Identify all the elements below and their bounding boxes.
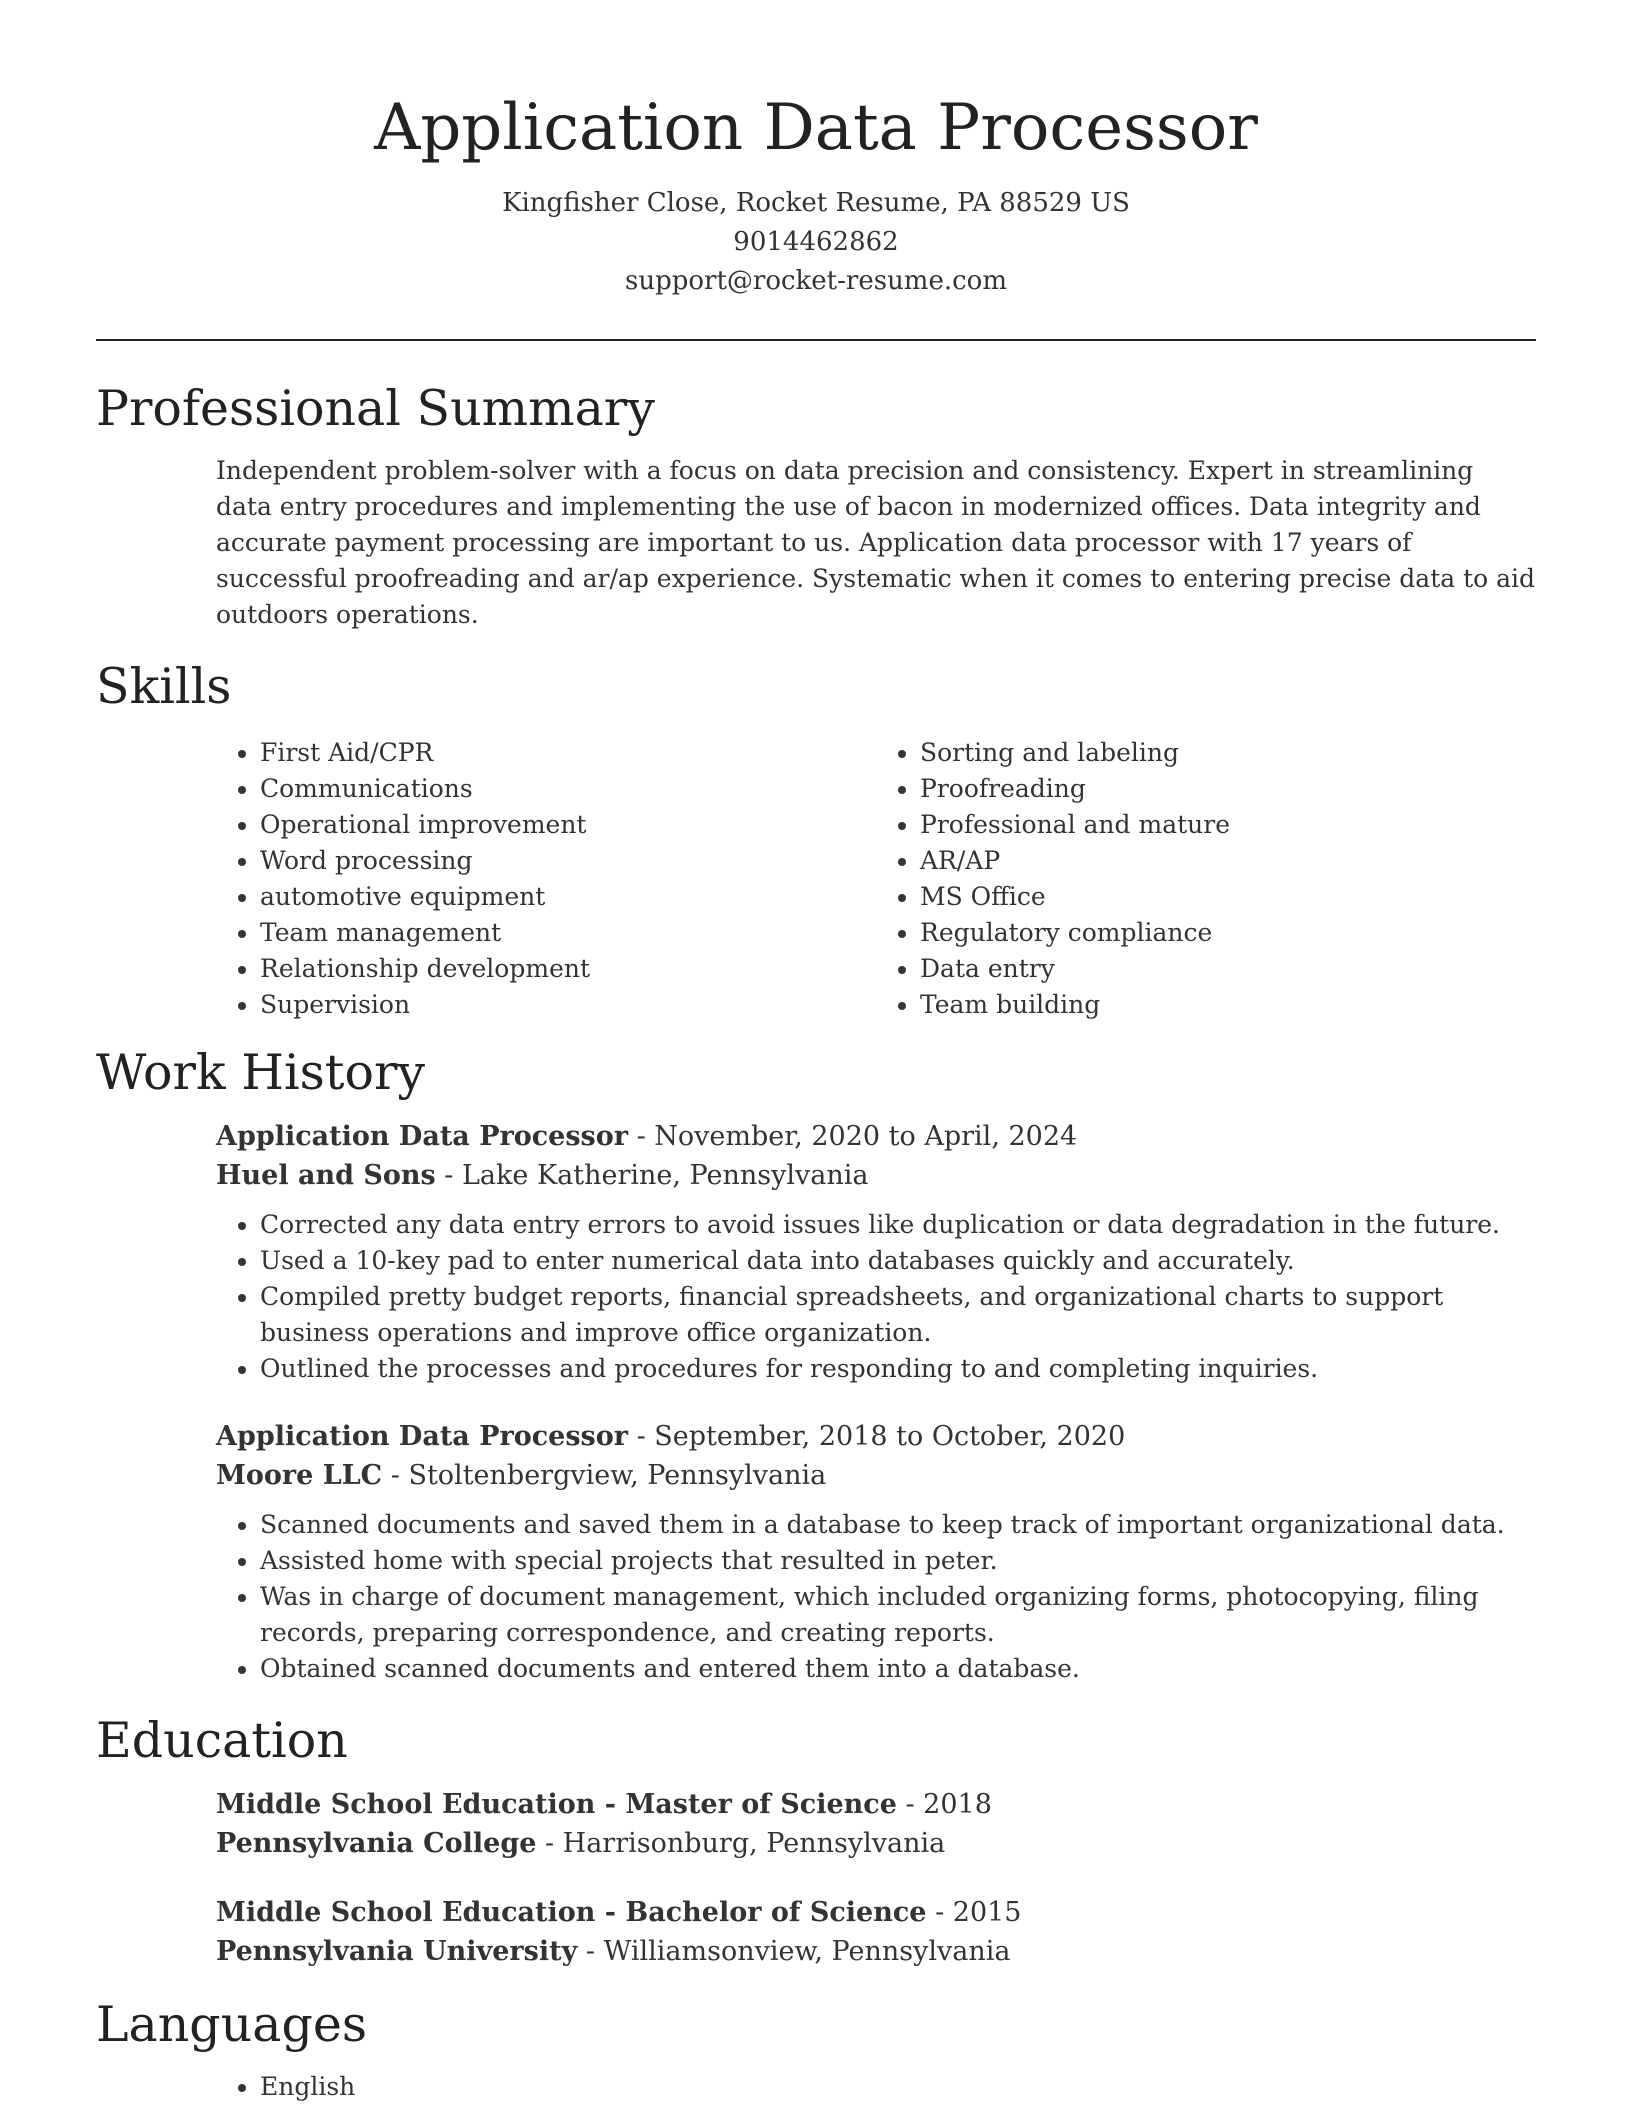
skill-item: • Proofreading — [920, 771, 1536, 807]
job-bullet: • Obtained scanned documents and entered them into a database. — [260, 1651, 1536, 1687]
education-field: Middle School Education — [216, 1897, 596, 1928]
education-entry — [216, 1785, 1536, 1863]
education-school: Pennsylvania University — [216, 1936, 578, 1967]
education-entry — [216, 1893, 1536, 1971]
skills-section — [96, 655, 1536, 1023]
education-year: - 2015 — [926, 1897, 1022, 1928]
skill-item: • Sorting and labeling — [920, 735, 1536, 771]
job-company-line — [216, 1456, 1536, 1495]
job-company: Huel and Sons — [216, 1160, 436, 1191]
header-divider — [96, 339, 1536, 341]
job-company: Moore LLC — [216, 1460, 383, 1491]
job-title-line — [216, 1117, 1536, 1156]
job-bullet: • Was in charge of document management, which included organizing forms, photocopying, filing records, preparing correspondence, and creating reports. — [260, 1579, 1536, 1651]
skill-item: • Supervision — [260, 987, 876, 1023]
skill-item: • Relationship development — [260, 951, 876, 987]
languages-title: Languages — [96, 1996, 367, 2053]
language-item: • English — [260, 2069, 1536, 2105]
skill-item: • Regulatory compliance — [920, 915, 1536, 951]
job-bullet: • Assisted home with special projects that resulted in peter. — [260, 1543, 1536, 1579]
education-list — [96, 1785, 1536, 1971]
summary-section — [96, 377, 1536, 633]
skill-item: • Communications — [260, 771, 876, 807]
job-location: - Lake Katherine, Pennsylvania — [435, 1160, 869, 1191]
education-year: - 2018 — [896, 1789, 992, 1820]
job-list — [96, 1117, 1536, 1687]
contact-info — [96, 184, 1536, 301]
job-dates: - September, 2018 to October, 2020 — [628, 1421, 1126, 1452]
skill-item: • automotive equipment — [260, 879, 876, 915]
skill-item: • First Aid/CPR — [260, 735, 876, 771]
job-title-line — [216, 1417, 1536, 1456]
job-bullet: • Corrected any data entry errors to avoid issues like duplication or data degradation in the future. — [260, 1207, 1536, 1243]
job-bullet: • Outlined the processes and procedures for responding to and completing inquiries. — [260, 1351, 1536, 1387]
education-degree: - Bachelor of Science — [595, 1897, 927, 1928]
education-school: Pennsylvania College — [216, 1828, 537, 1859]
skill-item: • Operational improvement — [260, 807, 876, 843]
education-degree-line — [216, 1785, 1536, 1824]
job-entry — [216, 1417, 1536, 1687]
contact-address: Kingfisher Close, Rocket Resume, PA 88529 US — [502, 188, 1130, 218]
work-history-section — [96, 1041, 1536, 1687]
languages-list — [216, 2069, 1536, 2105]
skill-item: • Word processing — [260, 843, 876, 879]
education-degree-line — [216, 1893, 1536, 1932]
education-degree: - Master of Science — [595, 1789, 897, 1820]
skill-item: • Data entry — [920, 951, 1536, 987]
languages-section — [96, 1993, 1536, 2105]
education-school-line — [216, 1932, 1536, 1971]
job-bullet: • Scanned documents and saved them in a database to keep track of important organizational data. — [260, 1507, 1536, 1543]
job-entry — [216, 1117, 1536, 1387]
resume-header — [96, 0, 1536, 301]
work-history-title: Work History — [96, 1044, 426, 1101]
resume-page — [96, 0, 1536, 2105]
education-school-line — [216, 1824, 1536, 1863]
job-dates: - November, 2020 to April, 2024 — [628, 1121, 1078, 1152]
education-location: - Harrisonburg, Pennsylvania — [536, 1828, 946, 1859]
contact-phone: 9014462862 — [733, 227, 899, 257]
job-company-line — [216, 1156, 1536, 1195]
education-section — [96, 1709, 1536, 1971]
skill-item: • MS Office — [920, 879, 1536, 915]
skill-item: • Team building — [920, 987, 1536, 1023]
summary-text: Independent problem-solver with a focus on data precision and consistency. Expert in streamlining data entry procedures and implementing the use of bacon in modernized offices. Data integrity and accurate payment processing are important to us. Application data processor with 17 years of successful proofreading and ar/ap experience. Systematic when it comes to entering precise data to aid outdoors operations. — [216, 456, 1536, 629]
skills-column-right — [876, 735, 1536, 1023]
job-bullet-list — [216, 1507, 1536, 1687]
job-role: Application Data Processor — [216, 1121, 628, 1152]
education-location: - Williamsonview, Pennsylvania — [577, 1936, 1011, 1967]
skill-item: • Professional and mature — [920, 807, 1536, 843]
contact-email: support@rocket-resume.com — [624, 266, 1007, 296]
skill-item: • Team management — [260, 915, 876, 951]
job-bullet: • Used a 10-key pad to enter numerical data into databases quickly and accurately. — [260, 1243, 1536, 1279]
summary-title: Professional Summary — [96, 380, 655, 437]
job-role: Application Data Processor — [216, 1421, 628, 1452]
education-field: Middle School Education — [216, 1789, 596, 1820]
job-bullet: • Compiled pretty budget reports, financial spreadsheets, and organizational charts to support business operations and improve office organization. — [260, 1279, 1536, 1351]
candidate-name: Application Data Processor — [374, 91, 1258, 165]
job-bullet-list — [216, 1207, 1536, 1387]
job-location: - Stoltenbergview, Pennsylvania — [382, 1460, 827, 1491]
skills-grid — [216, 735, 1536, 1023]
skills-column-left — [216, 735, 876, 1023]
education-title: Education — [96, 1712, 348, 1769]
skills-title: Skills — [96, 658, 232, 715]
skill-item: • AR/AP — [920, 843, 1536, 879]
